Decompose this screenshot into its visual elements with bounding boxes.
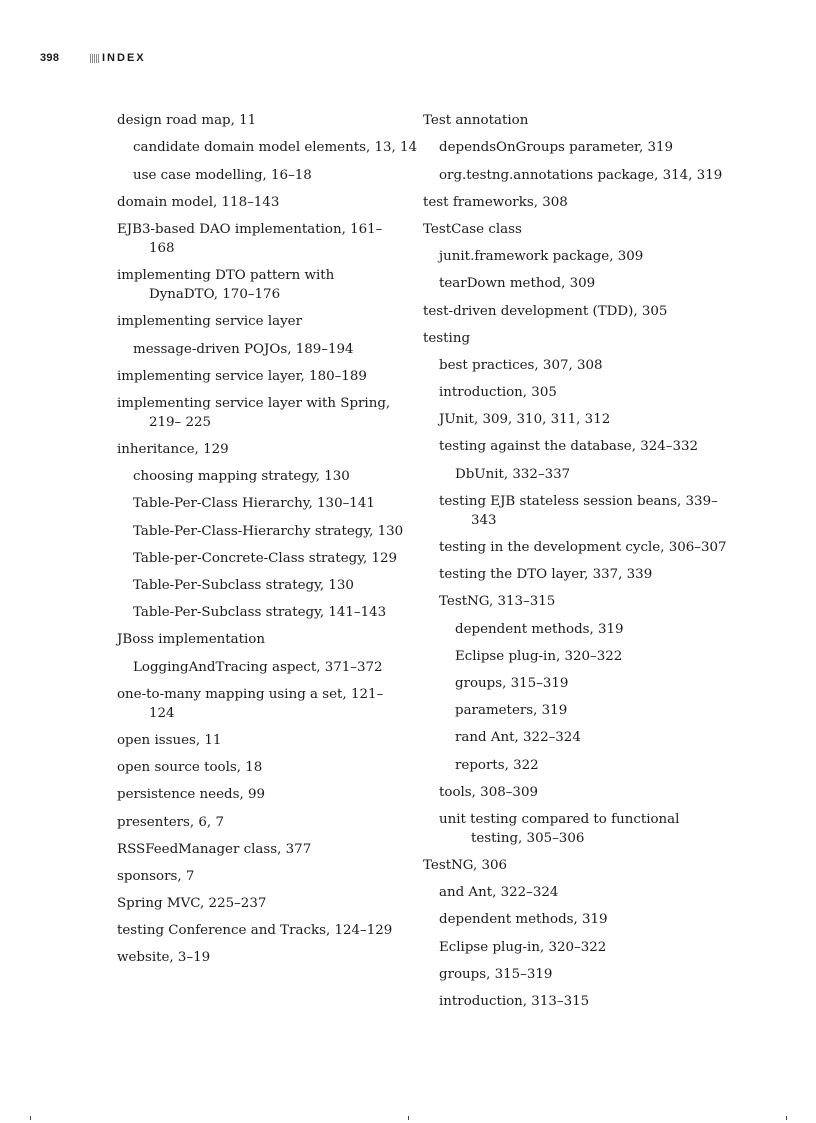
section-title: INDEX [102, 52, 146, 64]
index-entry: one-to-many mapping using a set, 121–124 [117, 686, 384, 721]
index-entry-sub2: DbUnit, 332–337 [455, 466, 571, 482]
index-entry-sub1: org.testng.annotations package, 314, 319 [439, 167, 723, 183]
index-entry: website, 3–19 [117, 950, 211, 966]
section-marker-icon [90, 54, 99, 63]
index-entry-sub1: candidate domain model elements, 13, 14 [133, 140, 418, 156]
index-entry: testing Conference and Tracks, 124–129 [117, 923, 393, 939]
index-entry-sub1: JUnit, 309, 310, 311, 312 [439, 412, 611, 428]
index-entry-sub2: groups, 315–319 [455, 675, 569, 691]
index-entry: Spring MVC, 225–237 [117, 896, 267, 912]
index-entry-sub2: rand Ant, 322–324 [455, 730, 581, 746]
index-entry: persistence needs, 99 [117, 787, 266, 803]
index-entry-sub1: Table-Per-Class-Hierarchy strategy, 130 [133, 523, 404, 539]
index-entry-sub1: testing in the development cycle, 306–307 [439, 540, 727, 555]
index-column-left [117, 103, 418, 967]
index-entry: TestCase class [423, 221, 522, 237]
index-entry-sub2: parameters, 319 [455, 703, 568, 719]
index-entry: test-driven development (TDD), 305 [423, 303, 668, 319]
index-entry-sub1: Table-Per-Class Hierarchy, 130–141 [133, 496, 375, 512]
index-entry-sub1: tools, 308–309 [439, 784, 538, 800]
index-entry: implementing service layer, 180–189 [117, 368, 367, 384]
running-head [40, 50, 146, 66]
index-entry: implementing service layer with Spring, 219– 225 [117, 395, 391, 430]
index-entry-sub1: junit.framework package, 309 [439, 249, 644, 265]
index-entry-sub1: tearDown method, 309 [439, 276, 596, 292]
index-entry: implementing service layer [117, 314, 303, 330]
index-entry: EJB3-based DAO implementation, 161–168 [117, 221, 383, 256]
index-entry: open issues, 11 [117, 732, 222, 748]
index-entry-sub1: introduction, 313–315 [439, 994, 590, 1009]
index-entry-sub1: choosing mapping strategy, 130 [133, 469, 350, 485]
index-entry: sponsors, 7 [117, 868, 195, 884]
index-entry: presenters, 6, 7 [117, 814, 224, 830]
index-entry-sub1: TestNG, 313–315 [439, 594, 556, 610]
index-entry-sub1: LoggingAndTracing aspect, 371–372 [133, 659, 383, 675]
index-entry-sub1: groups, 315–319 [439, 966, 553, 982]
index-entry-sub1: use case modelling, 16–18 [133, 167, 312, 183]
index-entry-sub2: Eclipse plug-in, 320–322 [455, 648, 623, 664]
index-entry: inheritance, 129 [117, 442, 229, 458]
index-entry-sub1: testing against the database, 324–332 [439, 439, 699, 455]
index-entry: design road map, 11 [117, 113, 257, 129]
index-entry: RSSFeedManager class, 377 [117, 841, 312, 857]
index-entry-sub1: dependent methods, 319 [439, 912, 608, 928]
index-entry-sub1: Eclipse plug-in, 320–322 [439, 939, 607, 955]
index-entry-sub1: introduction, 305 [439, 385, 557, 401]
index-entry-sub1: message-driven POJOs, 189–194 [133, 341, 354, 357]
index-entry-sub1: best practices, 307, 308 [439, 357, 603, 373]
index-entry-sub2: reports, 322 [455, 757, 539, 773]
index-entry-sub1: Table-Per-Subclass strategy, 141–143 [133, 605, 387, 621]
index-entry-sub2: dependent methods, 319 [455, 621, 624, 637]
index-entry: test frameworks, 308 [423, 194, 568, 210]
index-entry: open source tools, 18 [117, 760, 263, 776]
index-entry: Test annotation [423, 113, 529, 129]
index-entry: testing [423, 330, 471, 346]
index-entry-sub1: testing EJB stateless session beans, 339–343 [439, 493, 718, 528]
index-entry-sub1: testing the DTO layer, 337, 339 [439, 567, 653, 583]
index-entry-sub1: Table-per-Concrete-Class strategy, 129 [133, 550, 398, 566]
index-entry-sub1: dependsOnGroups parameter, 319 [439, 140, 674, 156]
page-number: 398 [40, 52, 60, 64]
index-entry: domain model, 118–143 [117, 194, 280, 210]
index-entry: implementing DTO pattern with DynaDTO, 170–176 [117, 268, 335, 303]
index-entry-sub1: unit testing compared to functional testing, 305–306 [439, 811, 680, 846]
index-entry: TestNG, 306 [423, 858, 508, 874]
index-entry: JBoss implementation [117, 632, 265, 648]
crop-mark [786, 1116, 787, 1120]
index-entry-sub1: and Ant, 322–324 [439, 885, 559, 901]
crop-mark [408, 1116, 409, 1120]
index-column-right [423, 103, 753, 1011]
crop-mark [30, 1116, 31, 1120]
index-entry-sub1: Table-Per-Subclass strategy, 130 [133, 578, 354, 593]
